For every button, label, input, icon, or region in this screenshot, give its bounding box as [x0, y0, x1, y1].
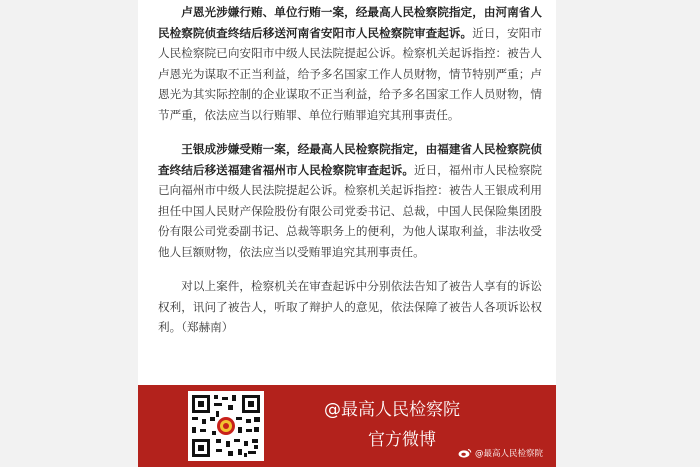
- qr-code-icon: [188, 391, 264, 461]
- watermark-text: @最高人民检察院: [475, 449, 544, 459]
- paragraph-text: 近日，福州市人民检察院已向福州市中级人民法院提起公诉。检察机关起诉指控：被告人王银成利用担任中国人民财产保险股份有限公司党委书记、总裁，中国人民保险集团股份有限公司党委副书记、总裁等职务上的便利，为他人谋取利益，非法收受他人巨额财物，依法应当以受贿罪追究其刑事责任。: [158, 162, 542, 259]
- article-page: [138, 0, 556, 467]
- weibo-icon: [458, 448, 472, 458]
- weibo-banner: [138, 385, 556, 467]
- article-body: [158, 0, 542, 338]
- banner-official-weibo: 官方微博: [368, 430, 436, 450]
- paragraph-wang-yincheng: [158, 139, 542, 262]
- paragraph-text: 近日，安阳市人民检察院已向安阳市中级人民法院提起公诉。检察机关起诉指控：被告人卢恩光为谋取不正当利益，给予多名国家工作人员财物，情节特别严重；卢恩光为其实际控制的企业谋取不正当利益，给予多名国家工作人员财物，情节严重，依法应当以行贿罪、单位行贿罪追究其刑事责任。: [158, 25, 542, 122]
- paragraph-lu-enguang: [158, 2, 542, 125]
- paragraph-summary: [158, 276, 542, 338]
- paragraph-lead: 卢恩光涉嫌行贿、单位行贿一案，经最高人民检察院指定，由河南省人民检察院侦查终结后移送河南省安阳市人民检察院审查起诉。: [158, 5, 542, 40]
- paragraph-text: 对以上案件，检察机关在审查起诉中分别依法告知了被告人享有的诉讼权利，讯问了被告人，听取了辩护人的意见，依法保障了被告人各项诉讼权利。（郑赫南）: [158, 279, 542, 334]
- banner-account-name: @最高人民检察院: [324, 400, 460, 420]
- paragraph-lead: 王银成涉嫌受贿一案，经最高人民检察院指定，由福建省人民检察院侦查终结后移送福建省福州市人民检察院审查起诉。: [158, 142, 542, 177]
- weibo-watermark: [458, 447, 543, 459]
